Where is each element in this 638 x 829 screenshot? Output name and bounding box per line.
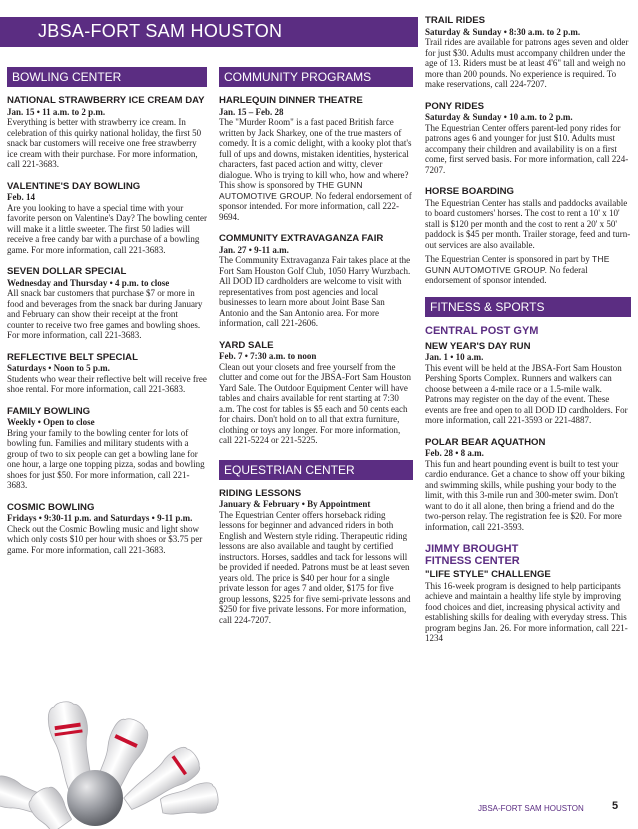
masthead-bar [0, 17, 418, 47]
event-when: Saturday & Sunday • 10 a.m. to 2 p.m. [425, 112, 573, 122]
event-body: Check out the Cosmic Bowling music and light show which only costs $10 per hour with shoes or $3.75 per game. For more information, call 221-3683. [7, 523, 203, 555]
event-title: REFLECTIVE BELT SPECIAL [7, 351, 138, 363]
event-title: RIDING LESSONS [219, 487, 302, 499]
event-riding-lessons [219, 488, 413, 626]
event-family-bowling [7, 406, 207, 491]
sponsor-text: No federal endorsement of sponsor intended. [425, 264, 588, 285]
event-title: HARLEQUIN DINNER THEATRE [219, 95, 363, 106]
event-body: The Equestrian Center offers horseback riding lessons for beginner and advanced riders in both English and Western style riding. Therapeutic riding lessons are also available and taught by certified instructors. Horses, saddles and tack for lessons will be provided if needed. Patrons must be at least seven years old. The price is $40 per hour for a single private lesson for ages 7 and older, $175 for five group lessons, $225 for five semi-private lessons and $250 for five private lessons. For more information, call 224-7207. [219, 509, 411, 625]
community-column [219, 67, 413, 636]
bowling-pins-illustration [0, 680, 220, 829]
event-body: Students who wear their reflective belt will receive free shoe rental. For more information, call 221-3683. [7, 373, 207, 394]
event-cosmic-bowling [7, 502, 207, 556]
event-body: Clean out your closets and free yourself from the clutter and come out for the JBSA-Fort Sam Houston Yard Sale. The Outdoor Equipment Center will have tables and chairs available for rent starting at 7:30 a.m. The cost for tables is $5 each and 50 cents each for chairs. Don't hold on to all that extra furniture, clothing or toys any longer. For more information, call 221-5224 or 221-5225. [219, 361, 411, 445]
event-body: The Equestrian Center has stalls and paddocks available to board customers' horses. The cost to rent a 10' x 10' stall is $120 per month and the cost to rent a 20' x 50' paddock is $45 per month. Trailer storage, feed and turn-out services are also available. [425, 197, 631, 250]
event-life-style-challenge [425, 569, 631, 644]
event-body: This 16-week program is designed to help participants achieve and maintain a healthy life style by improving food choices and diet, increasing physical activity and establishing skills for dealing with everyday stress. This program begins Jan. 26. For more information, call 221-1234 [425, 580, 628, 643]
jimmy-brought-title-line: FITNESS CENTER [425, 555, 520, 567]
event-yard-sale [219, 340, 413, 446]
event-polar-bear-aquathon [425, 437, 631, 533]
event-title: TRAIL RIDES [425, 15, 486, 26]
central-post-gym-title: CENTRAL POST GYM [425, 324, 539, 337]
event-when: Feb. 7 • 7:30 a.m. to noon [219, 351, 317, 361]
event-pony-rides [425, 101, 631, 176]
event-harlequin-dinner-theatre [219, 95, 413, 222]
fitness-sports-header: FITNESS & SPORTS [425, 297, 631, 317]
event-body: Trail rides are available for patrons ages seven and older for just $30. Adults must accompany children under the age of 13. Riders must be at least 4'6" tall and weigh no more than 200 pounds. No experience is required. To make reservations, call 224-7207. [425, 37, 629, 89]
event-body: Are you looking to have a special time with your favorite person on Valentine's Day? The bowling center will make it a little sweeter. The first 50 ladies will receive a free candy bar with a purchase of a bowling game. For more information, call 221-3683. [7, 202, 207, 255]
community-programs-header: COMMUNITY PROGRAMS [219, 67, 413, 87]
event-when: Wednesday and Thursday • 4 p.m. to close [7, 277, 170, 288]
masthead-title: JBSA-FORT SAM HOUSTON [38, 21, 283, 41]
event-when: Feb. 14 [7, 192, 35, 202]
event-title: NATIONAL STRAWBERRY ICE CREAM DAY [7, 95, 205, 106]
bowling-center-header: BOWLING CENTER [7, 67, 207, 87]
event-body: Everything is better with strawberry ice cream. In celebration of this quirky national holiday, the first 50 snack bar customers will receive one free strawberry ice cream with their purchase. For more information, call 221-3683. [7, 117, 202, 169]
footer-label: JBSA-FORT SAM HOUSTON [478, 804, 584, 813]
event-when: Jan. 27 • 9-11 a.m. [219, 244, 289, 255]
event-body [219, 117, 413, 222]
event-title: POLAR BEAR AQUATHON [425, 436, 546, 448]
event-when: Fridays • 9:30-11 p.m. and Saturdays • 9-11 p.m. [7, 513, 193, 523]
event-body-text: The "Murder Room" is a fast paced British farce written by Jack Sharkey, one of the true masters of comedy. It is a comic delight, with a kooky plot that's full of ups and downs, mistaken identities, hysterical characters, fast paced action and witty, clever dialogue. Who is trying to kill who, how and where? This show is sponsored by [219, 117, 412, 190]
event-when: Jan. 15 • 11 a.m. to 2 p.m. [7, 106, 106, 117]
event-title: COSMIC BOWLING [7, 501, 95, 513]
event-title: "LIFE STYLE" CHALLENGE [425, 569, 551, 580]
pin-icon [25, 782, 76, 829]
event-community-extravaganza [219, 233, 413, 329]
event-when: Jan. 1 • 10 a.m. [425, 352, 484, 362]
event-body: The Community Extravaganza Fair takes place at the Fort Sam Houston Golf Club, 1050 Harry Wurzbach. All DOD ID cardholders are welcome to visit with representatives from post agencies and local businesses to learn more about Joint Base San Antonio and the San Antonio area. For more information, call 221-2606. [219, 255, 411, 328]
event-when: Feb. 28 • 8 a.m. [425, 448, 484, 458]
event-when: Jan. 15 – Feb. 28 [219, 106, 284, 117]
event-body-text: No federal endorsement of sponsor intended. For more information, call 222-9694. [219, 190, 412, 222]
event-when: Saturdays • Noon to 5 p.m. [7, 363, 110, 373]
equestrian-center-header: EQUESTRIAN CENTER [219, 460, 413, 480]
event-body: This event will be held at the JBSA-Fort Sam Houston Pershing Sports Complex. Runners and walkers can choose between a 4-mile race or a 1.5-mile walk. Patrons may register on the day of the event. These events are free and open to all DOD ID cardholders. For more information, call 221-3593 or 221-4887. [425, 362, 628, 425]
event-title: HORSE BOARDING [425, 186, 515, 197]
event-body: All snack bar customers that purchase $7 or more in food and beverages from the snack bar during January and February can show their receipt at the front counter to receive two free games and bowling shoes. For more information, call 221-3683. [7, 288, 203, 340]
event-title: FAMILY BOWLING [7, 405, 91, 417]
fitness-column [425, 15, 631, 655]
event-strawberry-ice-cream [7, 95, 207, 170]
event-title: VALENTINE'S DAY BOWLING [7, 180, 141, 192]
event-body: The Equestrian Center offers parent-led pony rides for patrons ages 6 and younger for just $10. Adults must accompany their children and availability is on a first come, first served basis. For more information, call 224-7207. [425, 122, 629, 175]
event-body: Bring your family to the bowling center for lots of bowling fun. Families and military students with a group of two to six people can get a bowling lane for one hour, a large one topping pizza, sodas and bowling shoes for just $50. For more information, call 221-3683. [7, 427, 205, 490]
jimmy-brought-title-line: JIMMY BROUGHT [425, 543, 519, 555]
event-title: COMMUNITY EXTRAVAGANZA FAIR [219, 233, 384, 244]
event-when: Weekly • Open to close [7, 417, 95, 427]
event-reflective-belt [7, 352, 207, 395]
event-when: Saturday & Sunday • 8:30 a.m. to 2 p.m. [425, 26, 581, 37]
event-title: SEVEN DOLLAR SPECIAL [7, 266, 127, 277]
event-horse-boarding [425, 186, 631, 286]
sponsor-text: The Equestrian Center is sponsored in part by [425, 254, 590, 264]
event-valentines-bowling [7, 181, 207, 256]
event-trail-rides [425, 15, 631, 90]
bowling-column [7, 67, 207, 566]
sponsor-note [425, 254, 631, 286]
sponsor-brand: THE GUNN AUTOMOTIVE GROUP. [219, 180, 363, 201]
page-number: 5 [612, 800, 619, 812]
event-title: YARD SALE [219, 339, 274, 351]
event-title: NEW YEAR'S DAY RUN [425, 340, 531, 352]
sponsor-brand: THE GUNN AUTOMOTIVE GROUP. [425, 254, 610, 275]
event-title: PONY RIDES [425, 100, 485, 112]
event-body: This fun and heart pounding event is built to test your cardio endurance. Get a chance to show off your biking and swimming skills, while pushing your body to the limit, with this 3-mile run and 300-meter swim. Don't want to do it all alone, then bring a friend and do the two-person relay. The registration fee is $20. For more information, call 221-3593. [425, 458, 625, 532]
bowling-ball-icon [67, 770, 123, 826]
event-new-years-day-run [425, 341, 631, 426]
event-when: January & February • By Appointment [219, 499, 371, 509]
jimmy-brought-title [425, 543, 631, 567]
event-seven-dollar-special [7, 266, 207, 341]
